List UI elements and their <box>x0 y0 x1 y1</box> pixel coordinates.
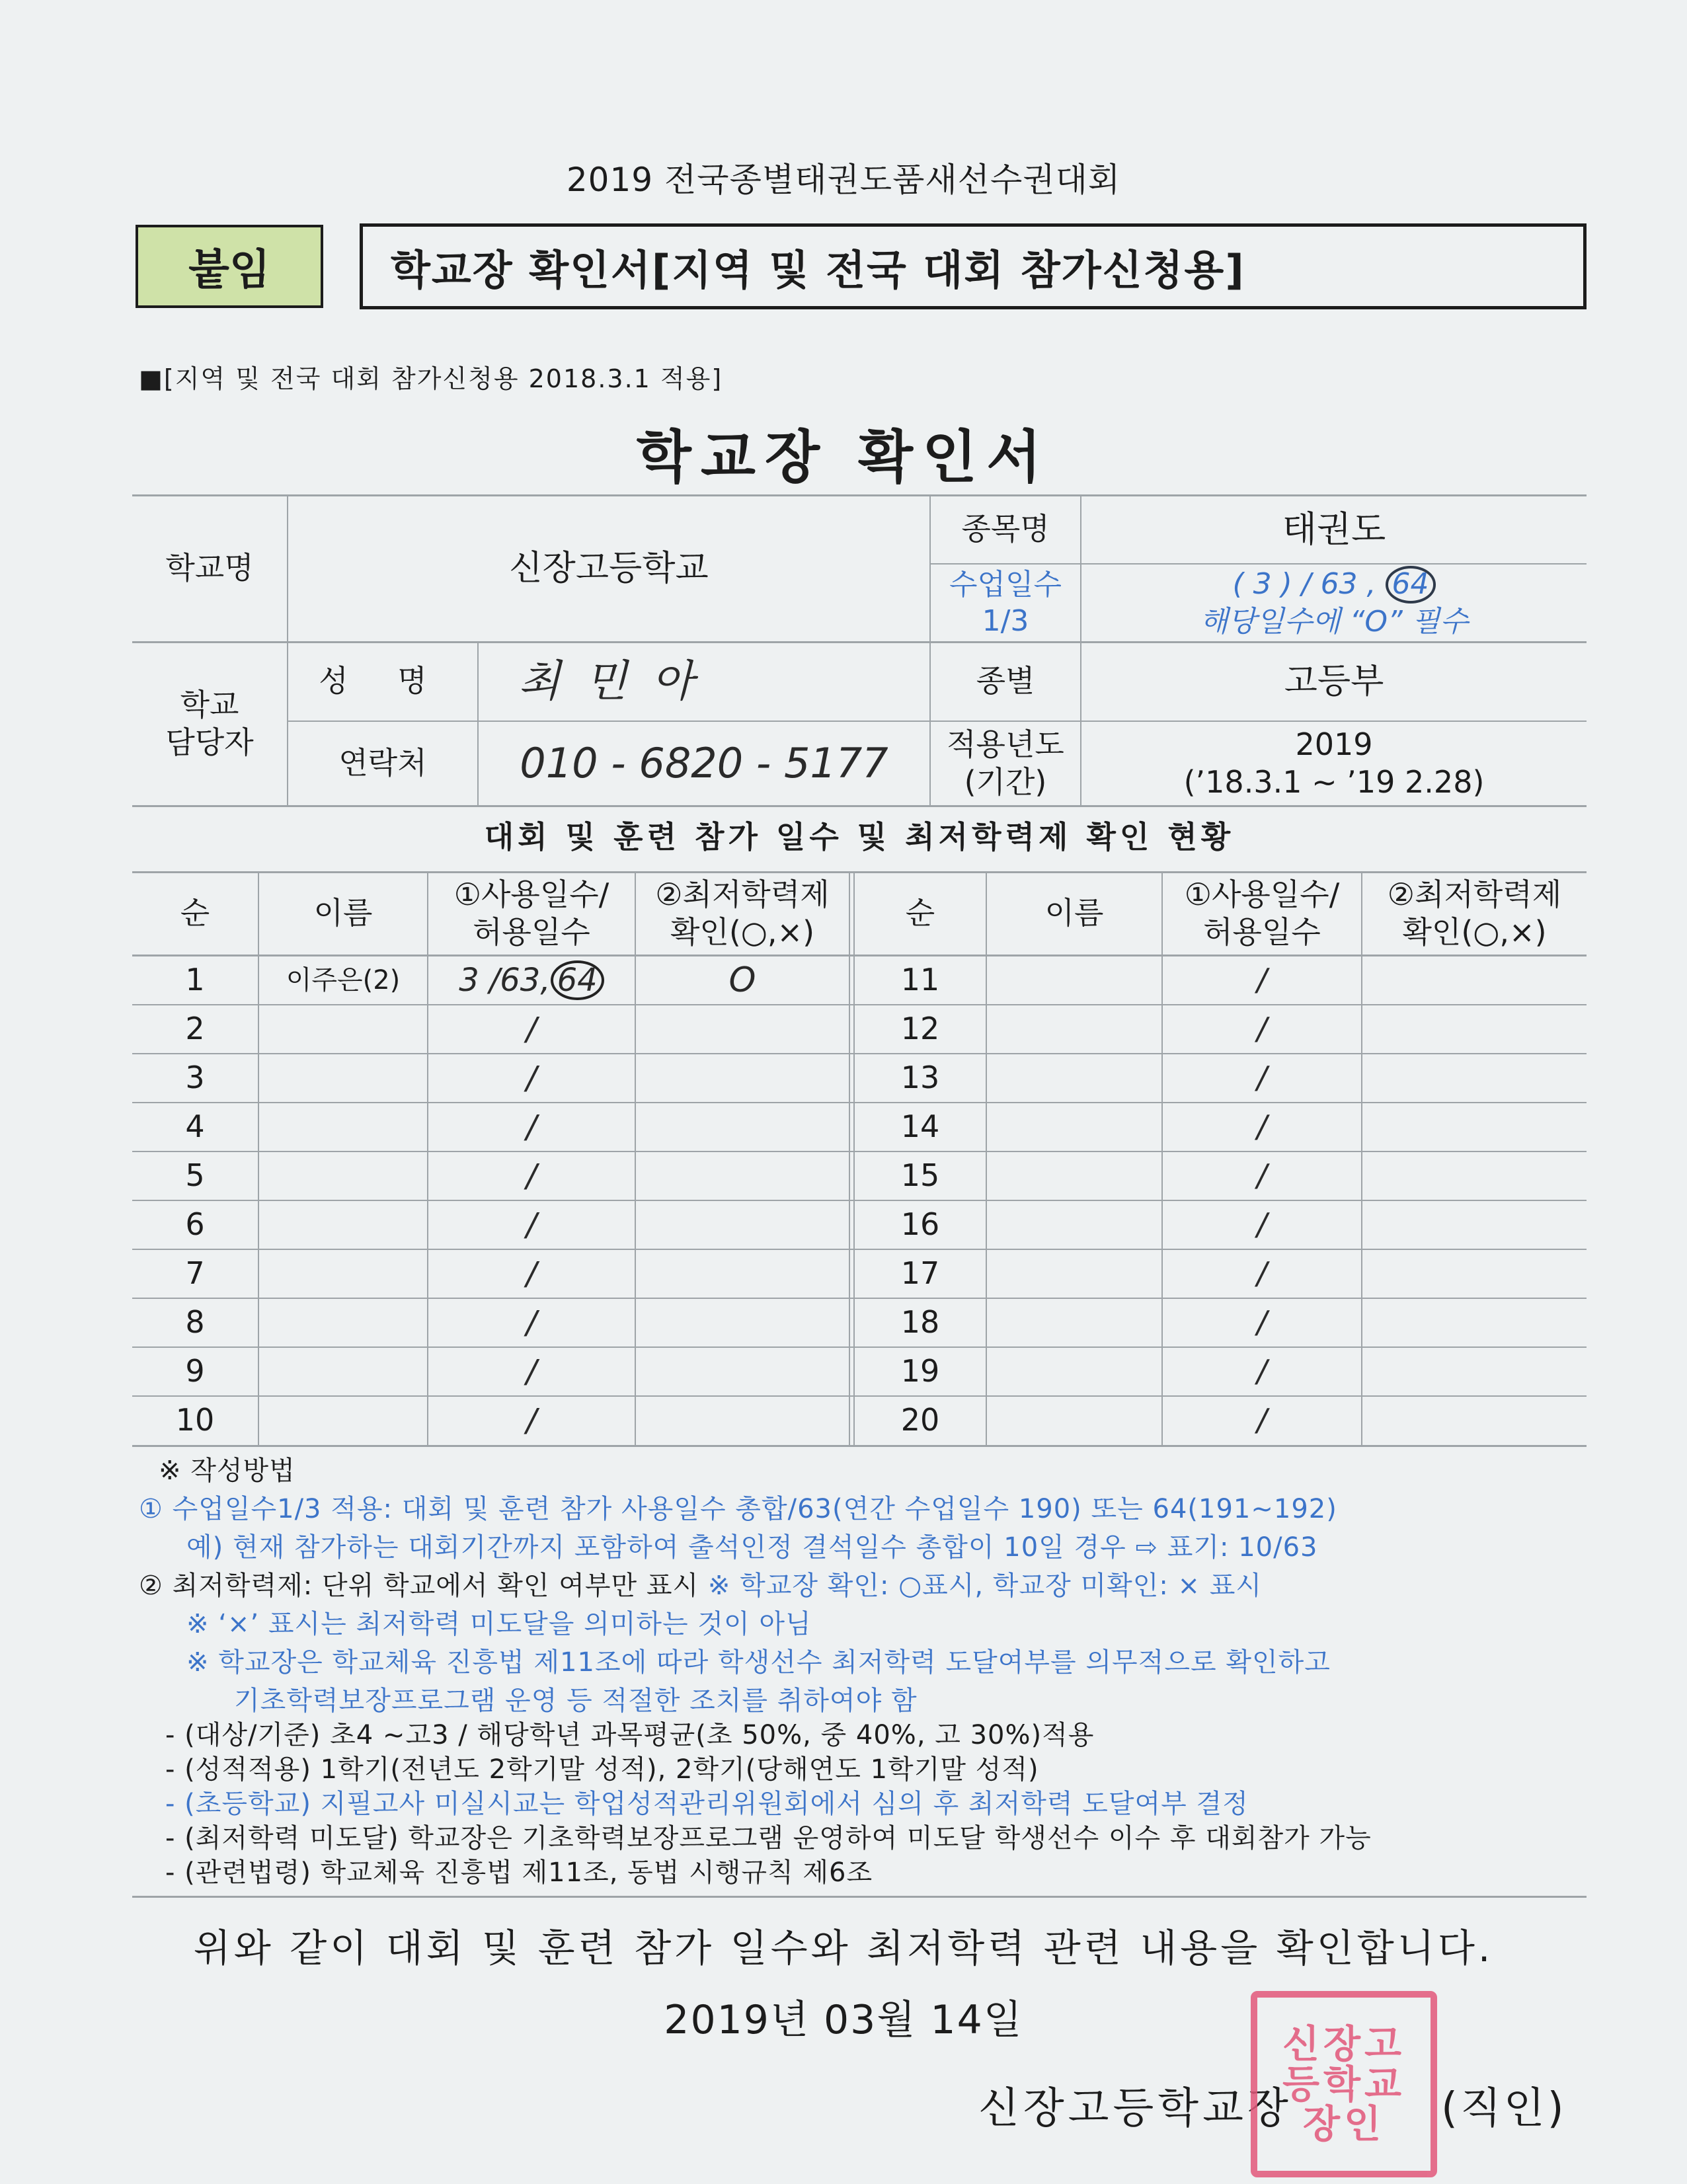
col-days-right <box>1163 873 1361 955</box>
class-days-note: 해당일수에 “O” 필수 <box>1200 604 1468 639</box>
row-no: 2 <box>185 1011 205 1047</box>
row-check <box>1362 1151 1587 1200</box>
row-days: / <box>1257 1011 1267 1047</box>
note-2-highlight: ※ 학교장 확인: ○표시, 학교장 미확인: × 표시 <box>707 1571 1263 1601</box>
row-check <box>636 1103 849 1151</box>
event-title: 2019 전국종별태권도품새선수권대회 <box>566 161 1121 199</box>
row-check <box>1362 1298 1587 1347</box>
row-check <box>1362 1054 1587 1103</box>
row-check <box>1362 1103 1587 1151</box>
rule <box>849 871 850 1446</box>
row-check <box>636 1054 849 1103</box>
row-no: 19 <box>900 1353 940 1389</box>
row-days: / <box>1257 1206 1267 1243</box>
row-name <box>259 1054 427 1103</box>
row-days <box>428 1347 635 1396</box>
row-check <box>1362 1396 1587 1445</box>
school-name-value: 신장고등학교 <box>509 548 709 588</box>
row-days <box>428 1151 635 1200</box>
row-no: 1 <box>185 962 205 998</box>
row-no: 10 <box>175 1402 215 1438</box>
year-value-number: 2019 <box>1295 726 1373 762</box>
section-title: 대회 및 훈련 참가 일수 및 최저학력제 확인 현황 <box>484 819 1235 855</box>
row-days: / <box>1257 1060 1267 1096</box>
row-check <box>636 1249 849 1298</box>
applied-note: ■[지역 및 전국 대회 참가신청용 2018.3.1 적용] <box>139 364 723 393</box>
year-value <box>1081 722 1587 805</box>
notes-heading: ※ 작성방법 <box>159 1456 295 1486</box>
row-days: / <box>1257 962 1267 998</box>
col-min-line1: ②최저학력제 <box>1387 876 1562 912</box>
rule <box>132 805 1587 807</box>
note-3: ※ ‘×’ 표시는 최저학력 미도달을 의미하는 것이 아님 <box>186 1609 812 1639</box>
row-days-text: / <box>526 1255 537 1292</box>
row-days-text: / <box>526 1109 537 1146</box>
row-days-text: / <box>526 1402 537 1439</box>
class-days-ratio-text: ( 3 ) / 63 , <box>1232 567 1376 602</box>
col-min-right <box>1362 873 1587 955</box>
row-name <box>259 1298 427 1347</box>
row-check <box>636 1151 849 1200</box>
row-days <box>428 1396 635 1445</box>
col-min-line2: 확인(○,×) <box>670 914 815 950</box>
circled-64: 64 <box>1386 566 1436 603</box>
row-days: / <box>1257 1109 1267 1145</box>
col-no-left: 순 <box>180 895 210 931</box>
row-name <box>987 1054 1161 1103</box>
detail-1: - (대상/기준) 초4 ~고3 / 해당학년 과목평균(초 50%, 중 40%, 고 30%)적용 <box>165 1720 1095 1750</box>
staff-name-handwritten: 최 민 아 <box>518 655 699 707</box>
class-days-label-text: 수업일수 <box>949 568 1062 602</box>
principal-title: 신장고등학교장 <box>978 2084 1292 2133</box>
row-check <box>1362 1347 1587 1396</box>
note-2 <box>139 1567 1262 1605</box>
row-check <box>636 1347 849 1396</box>
row-days-text: / <box>526 1206 537 1243</box>
confirmation-statement: 위와 같이 대회 및 훈련 참가 일수와 최저학력 관련 내용을 확인합니다. <box>193 1926 1494 1970</box>
contact-handwritten: 010 - 6820 - 5177 <box>520 739 888 788</box>
rule <box>132 1445 1587 1447</box>
staff-label <box>132 643 287 805</box>
class-days-fraction: 1/3 <box>982 604 1029 638</box>
document-title: 학교장 확인서 <box>636 424 1051 490</box>
row-days: / <box>1257 1157 1267 1194</box>
note-2-text: ② 최저학력제: 단위 학교에서 확인 여부만 표시 <box>139 1571 708 1601</box>
school-name-label: 학교명 <box>165 550 254 586</box>
row-name <box>259 1200 427 1249</box>
row-no: 5 <box>185 1157 205 1194</box>
row-days: / <box>1257 1304 1267 1341</box>
row-days <box>428 1005 635 1054</box>
col-rule <box>427 873 428 1445</box>
row-no: 17 <box>900 1255 940 1292</box>
col-name-right: 이름 <box>1044 895 1104 931</box>
row-days <box>428 956 635 1005</box>
col-rule <box>635 873 636 1445</box>
row-no: 7 <box>185 1255 205 1292</box>
division-value: 고등부 <box>1284 661 1384 701</box>
row-name <box>987 956 1161 1005</box>
row-days-text: / <box>526 1353 537 1390</box>
attachment-badge: 붙임 <box>136 225 323 308</box>
col-name-left: 이름 <box>313 895 373 931</box>
row-days-text: 3 /63, <box>459 962 551 999</box>
row-days <box>428 1103 635 1151</box>
note-1a: ① 수업일수1/3 적용: 대회 및 훈련 참가 사용일수 총합/63(연간 수업일수 190) 또는 64(191~192) <box>139 1494 1337 1524</box>
row-no: 9 <box>185 1353 205 1389</box>
circled-64: 64 <box>551 960 604 1001</box>
row-days: / <box>1257 1255 1267 1292</box>
col-days-line2: 허용일수 <box>1203 914 1321 950</box>
row-check <box>636 1396 849 1445</box>
row-name <box>987 1298 1161 1347</box>
row-no: 4 <box>185 1109 205 1145</box>
note-4b: 기초학력보장프로그램 운영 등 적절한 조치를 취하여야 함 <box>234 1686 918 1716</box>
row-no: 12 <box>900 1011 940 1047</box>
col-days-line1: ①사용일수/ <box>1184 876 1340 912</box>
year-label-line1: 적용년도 <box>947 726 1064 762</box>
sport-value: 태권도 <box>1282 508 1386 551</box>
staff-label-line2: 담당자 <box>165 724 254 760</box>
row-days <box>428 1298 635 1347</box>
col-min-line2: 확인(○,×) <box>1402 914 1547 950</box>
col-rule <box>258 873 259 1445</box>
class-days-ratio <box>1232 566 1435 603</box>
division-label: 종별 <box>976 663 1035 699</box>
seal-text: 신장고등학교장인 <box>1282 2021 1406 2147</box>
row-no: 14 <box>900 1109 940 1145</box>
year-label-line2: (기간) <box>964 764 1047 800</box>
row-name <box>259 1103 427 1151</box>
contact-label: 연락처 <box>338 745 427 781</box>
col-days-left <box>428 873 635 955</box>
row-no: 3 <box>185 1060 205 1096</box>
name-label: 성 명 <box>319 663 447 699</box>
row-name <box>987 1005 1161 1054</box>
row-name <box>259 1249 427 1298</box>
col-rule <box>1361 873 1362 1445</box>
row-days: / <box>1257 1402 1267 1438</box>
col-rule <box>986 873 987 1445</box>
col-no-right: 순 <box>905 895 935 931</box>
seal-note: (직인) <box>1441 2084 1567 2133</box>
row-no: 8 <box>185 1304 205 1341</box>
col-min-left <box>636 873 849 955</box>
row-check <box>1362 1005 1587 1054</box>
row-no: 18 <box>900 1304 940 1341</box>
sport-label: 종목명 <box>961 511 1050 547</box>
row-check <box>1362 956 1587 1005</box>
row-check <box>1362 1249 1587 1298</box>
row-name <box>259 1005 427 1054</box>
detail-3: - (초등학교) 지필고사 미실시교는 학업성적관리위원회에서 심의 후 최저학력 도달여부 결정 <box>165 1789 1249 1819</box>
col-min-line1: ②최저학력제 <box>655 876 830 912</box>
row-check <box>1362 1200 1587 1249</box>
year-period: (’18.3.1 ~ ’19 2.28) <box>1183 764 1485 800</box>
row-days-text: / <box>526 1060 537 1097</box>
row-name <box>259 1396 427 1445</box>
row-name <box>259 1347 427 1396</box>
row-no: 6 <box>185 1206 205 1243</box>
row-name <box>987 1249 1161 1298</box>
row-name <box>259 1151 427 1200</box>
official-seal <box>1251 1991 1437 2177</box>
row-name: 이주은(2) <box>286 965 401 995</box>
row-days-text: / <box>526 1011 537 1048</box>
col-rule <box>1161 873 1163 1445</box>
row-days-text: / <box>526 1304 537 1341</box>
row-name <box>987 1103 1161 1151</box>
row-no: 11 <box>900 962 940 998</box>
row-check <box>636 1298 849 1347</box>
class-days-value <box>1081 565 1587 641</box>
detail-2: - (성적적용) 1학기(전년도 2학기말 성적), 2학기(당해연도 1학기말 성적) <box>165 1754 1039 1785</box>
note-1b: 예) 현재 참가하는 대회기간까지 포함하여 출석인정 결석일수 총합이 10일 경우 ⇨ 표기: 10/63 <box>186 1532 1318 1563</box>
row-name <box>987 1396 1161 1445</box>
detail-5: - (관련법령) 학교체육 진흥법 제11조, 동법 시행규칙 제6조 <box>165 1857 873 1888</box>
row-no: 13 <box>900 1060 940 1096</box>
row-name <box>987 1200 1161 1249</box>
staff-label-line1: 학교 <box>180 686 239 722</box>
rule <box>132 1896 1587 1898</box>
row-check <box>636 1200 849 1249</box>
row-no: 20 <box>900 1402 940 1438</box>
row-days <box>428 1200 635 1249</box>
row-days <box>428 1249 635 1298</box>
note-4a: ※ 학교장은 학교체육 진흥법 제11조에 따라 학생선수 최저학력 도달여부를 의무적으로 확인하고 <box>186 1647 1331 1678</box>
row-days: / <box>1257 1353 1267 1389</box>
document-header-title: 학교장 확인서[지역 및 전국 대회 참가신청용] <box>360 223 1587 309</box>
row-no: 16 <box>900 1206 940 1243</box>
class-days-label <box>931 565 1080 641</box>
row-check: O <box>728 960 756 1000</box>
row-no: 15 <box>900 1157 940 1194</box>
row-name <box>987 1347 1161 1396</box>
col-days-line2: 허용일수 <box>473 914 590 950</box>
row-check <box>636 1005 849 1054</box>
issue-date: 2019년 03월 14일 <box>664 1997 1023 2043</box>
year-label <box>931 722 1080 805</box>
row-name <box>987 1151 1161 1200</box>
detail-4: - (최저학력 미도달) 학교장은 기초학력보장프로그램 운영하여 미도달 학생선수 이수 후 대회참가 가능 <box>165 1823 1372 1853</box>
col-days-line1: ①사용일수/ <box>453 876 609 912</box>
row-days <box>428 1054 635 1103</box>
row-days-text: / <box>526 1157 537 1194</box>
